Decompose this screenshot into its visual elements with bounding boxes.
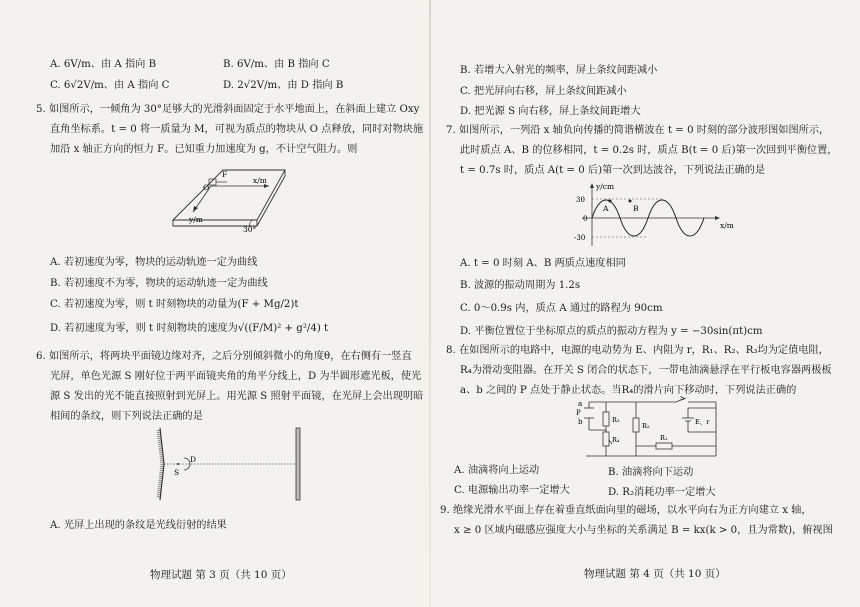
mirror-source-label: S (174, 468, 180, 477)
q6-stem-line: 源 S 发出的光不能直接照射到光屏上。用光源 S 照射平面镜，在光屏上会出现明暗 (50, 391, 424, 402)
left-page-footer: 物理试题 第 3 页（共 10 页） (150, 569, 292, 581)
q4-option-b: B. 6V/m、由 B 指向 C (223, 59, 330, 70)
circuit-switch-label: S (680, 396, 685, 402)
right-page-footer: 物理试题 第 4 页（共 10 页） (584, 568, 726, 580)
incline-figure (165, 162, 295, 242)
q8-stem-line: 8. 在如图所示的电路中，电源的电动势为 E、内阻为 r，R₁、R₂、R₃均为定值电阻， (446, 345, 829, 356)
circuit-plate-a-label: a (578, 400, 583, 408)
wave-figure (568, 180, 748, 250)
q7-stem-line: 7. 如图所示，一列沿 x 轴负向传播的简谐横波在 t = 0 时刻的部分波形图如图所示， (446, 125, 830, 136)
wave-point-a-label: A (603, 204, 609, 213)
wave-y-bottom-label: -30 (574, 234, 586, 242)
q8-stem-line: a、b 之间的 P 点处于静止状态。当R₄的滑片向下移动时，下列说法正确的 (460, 385, 797, 396)
q4-option-d: D. 2√2V/m、由 D 指向 B (223, 80, 344, 91)
q7-stem-line: t = 0.7s 时，质点 A(t = 0 后)第一次到达波谷，下列说法正确的是 (460, 165, 766, 176)
circuit-r4-label: R₄ (612, 436, 620, 444)
q6-stem-line: 光屏，单色光源 S 刚好位于两平面镜夹角的角平分线上，D 为半圆形遮光板，使光 (50, 371, 422, 382)
circuit-source-label: E、r (695, 418, 710, 426)
q6-stem-line: 6. 如图所示，将两块平面镜边缘对齐，之后分别倾斜微小的角度θ，在右侧有一竖直 (36, 351, 412, 362)
q7-option-a: A. t = 0 时刻 A、B 两质点速度相同 (460, 258, 626, 269)
q5-option-b: B. 若初速度不为零，物块的运动轨迹一定为曲线 (50, 278, 268, 289)
q8-stem-line: R₄为滑动变阻器。在开关 S 闭合的状态下，一带电油滴悬浮在平行板电容器两极板 (460, 365, 832, 376)
q4-option-a: A. 6V/m、由 A 指向 B (50, 59, 157, 70)
q5-option-a: A. 若初速度为零，物块的运动轨迹一定为曲线 (50, 257, 258, 268)
circuit-r2-label: R₂ (642, 422, 650, 430)
circuit-point-p-label: P (576, 409, 581, 417)
q6-option-b: B. 若增大入射光的频率，屏上条纹间距减小 (460, 65, 658, 76)
incline-x-axis-label: x/m (253, 176, 267, 185)
q8-option-c: C. 电源输出功率一定增大 (454, 485, 570, 496)
wave-x-axis-label: x/m (720, 221, 734, 230)
q8-option-b: B. 油滴将向下运动 (608, 467, 694, 478)
circuit-r3-label: R₃ (612, 416, 620, 424)
circuit-r1-label: R₁ (660, 434, 668, 442)
q7-option-b: B. 波源的振动周期为 1.2s (460, 280, 581, 291)
incline-origin-label: O (203, 183, 210, 192)
q9-stem-line: 9. 绝缘光滑水平面上存在着垂直纸面向里的磁场，以水平向右为正方向建立 x 轴， (440, 505, 812, 516)
q6-stem-line: 相间的条纹，则下列说法正确的是 (50, 411, 203, 422)
wave-y-top-label: 30 (576, 196, 585, 204)
q5-option-c: C. 若初速度为零，则 t 时刻物块的动量为(F + Mg/2)t (50, 299, 299, 310)
q5-stem-line: 5. 如图所示，一倾角为 30°足够大的光滑斜面固定于水平地面上，在斜面上建立 Oxy (36, 104, 420, 115)
q4-option-c: C. 6√2V/m、由 A 指向 C (50, 80, 170, 91)
q7-stem-line: 此时质点 A、B 的位移相同，t = 0.2s 时，质点 B(t = 0 后)第一次回到平衡位置， (460, 145, 838, 156)
incline-y-axis-label: y/m (189, 215, 203, 224)
q5-option-d: D. 若初速度为零，则 t 时刻物块的速度为√((F/M)² + g²/4) t (50, 323, 329, 334)
q8-option-a: A. 油滴将向上运动 (454, 465, 540, 476)
mirror-figure (150, 424, 320, 504)
incline-force-label: F (222, 170, 228, 179)
q7-option-d: D. 平衡位置位于坐标原点的质点的振动方程为 y = −30sin(πt)cm (460, 326, 763, 337)
q9-stem-line: x ≥ 0 区域内磁感应强度大小与坐标的关系满足 B = kx(k > 0，且为常数)，俯视图 (454, 525, 833, 536)
wave-point-b-label: B (633, 204, 639, 213)
q8-option-d: D. R₂消耗功率一定增大 (608, 487, 716, 498)
q5-stem-line: 直角坐标系。t = 0 将一质量为 M，可视为质点的物块从 O 点释放，同时对物块施 (50, 124, 424, 135)
q6-option-d: D. 把光源 S 向右移，屏上条纹间距增大 (460, 106, 641, 117)
right-page (430, 0, 860, 607)
incline-angle-label: 30° (243, 225, 257, 234)
q7-option-c: C. 0～0.9s 内，质点 A 通过的路程为 90cm (460, 303, 663, 314)
circuit-plate-b-label: b (578, 418, 583, 426)
circuit-figure (576, 396, 736, 462)
wave-y-zero-label: 0 (583, 215, 588, 223)
q6-option-c: C. 把光屏向右移，屏上条纹间距减小 (460, 86, 627, 97)
wave-y-axis-label: y/cm (596, 182, 615, 191)
mirror-shield-label: D (190, 455, 197, 464)
q6-option-a: A. 光屏上出现的条纹是光线衍射的结果 (50, 520, 227, 531)
q5-stem-line: 加沿 x 轴正方向的恒力 F。已知重力加速度为 g，不计空气阻力。则 (50, 144, 358, 155)
